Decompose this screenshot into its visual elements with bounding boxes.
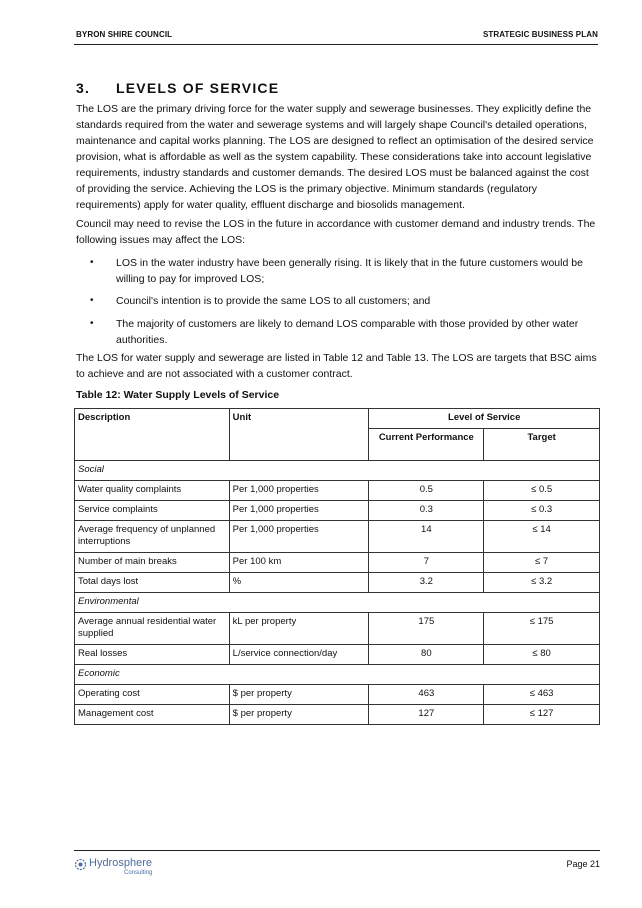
table-caption: Table 12: Water Supply Levels of Service [76, 389, 280, 401]
cell-target: ≤ 0.3 [484, 501, 600, 521]
cell-unit: Per 1,000 properties [229, 501, 369, 521]
section-row-social: Social [75, 461, 600, 481]
cell-target: ≤ 80 [484, 645, 600, 665]
paragraph-tables: The LOS for water supply and sewerage are listed in Table 12 and Table 13. The LOS are targets that BSC aims to achieve and are not associated with a customer contract. [76, 352, 597, 380]
cell-description: Average frequency of unplanned interruptions [75, 521, 230, 553]
bullet-text: The majority of customers are likely to demand LOS comparable with those provided by other water authorities. [116, 318, 579, 346]
table-row [75, 481, 600, 501]
section-row-economic: Economic [75, 665, 600, 685]
bullet-dot: • [90, 318, 94, 329]
water-supply-los-table [74, 408, 600, 725]
cell-target: ≤ 14 [484, 521, 600, 553]
cell-description: Total days lost [75, 573, 230, 593]
cell-unit: $ per property [229, 705, 369, 725]
cell-unit: L/service connection/day [229, 645, 369, 665]
cell-current: 175 [369, 613, 484, 645]
cell-current: 7 [369, 553, 484, 573]
table-row [75, 553, 600, 573]
header-description: Description [75, 409, 230, 461]
section-row-environmental: Environmental [75, 593, 600, 613]
page-footer [74, 850, 600, 876]
page-header [74, 30, 598, 45]
header-current-performance: Current Performance [369, 429, 484, 461]
cell-target: ≤ 127 [484, 705, 600, 725]
table-row [75, 705, 600, 725]
logo-sub: Consulting [124, 870, 153, 876]
header-level-of-service: Level of Service [369, 409, 600, 429]
table-row [75, 685, 600, 705]
bullet-dot: • [90, 295, 94, 306]
paragraph-intro: The LOS are the primary driving force for the water supply and sewerage businesses. They explicitly define the standards required from the water and sewerage systems and will largely shape Council's detailed operations, maintenance and capital works planning. The LOS are designed to reflect an optimisation of the desired service provision, what is affordable as well as the system capability. These considerations take into account legislative requirements, industry standards and customer demands. The desired LOS must be balanced against the cost of providing the service. Achieving the LOS is the primary objective. Minimum standards (regulatory requirements) apply for water quality, effluent discharge and biosolids management. [76, 103, 594, 211]
cell-unit: Per 1,000 properties [229, 521, 369, 553]
cell-unit: $ per property [229, 685, 369, 705]
cell-unit: % [229, 573, 369, 593]
cell-current: 463 [369, 685, 484, 705]
cell-target: ≤ 7 [484, 553, 600, 573]
paragraph-revise: Council may need to revise the LOS in the future in accordance with customer demand and industry trends. The following issues may affect the LOS: [76, 218, 596, 246]
page-number: Page 21 [566, 859, 600, 869]
bullet-text: LOS in the water industry have been generally rising. It is likely that in the future customers would be willing to pay for improved LOS; [116, 257, 583, 285]
cell-description: Water quality complaints [75, 481, 230, 501]
table-row [75, 521, 600, 553]
cell-unit: Per 100 km [229, 553, 369, 573]
cell-unit: Per 1,000 properties [229, 481, 369, 501]
cell-target: ≤ 3.2 [484, 573, 600, 593]
cell-description: Management cost [75, 705, 230, 725]
header-right: STRATEGIC BUSINESS PLAN [482, 30, 598, 39]
logo-mark-icon [74, 858, 87, 871]
section-title: LEVELS OF SERVICE [116, 80, 280, 96]
cell-target: ≤ 0.5 [484, 481, 600, 501]
cell-description: Number of main breaks [75, 553, 230, 573]
header-unit: Unit [229, 409, 369, 461]
cell-description: Real losses [75, 645, 230, 665]
cell-target: ≤ 463 [484, 685, 600, 705]
header-target: Target [484, 429, 600, 461]
cell-current: 127 [369, 705, 484, 725]
cell-unit: kL per property [229, 613, 369, 645]
cell-target: ≤ 175 [484, 613, 600, 645]
table-row [75, 613, 600, 645]
table-row [75, 501, 600, 521]
cell-current: 0.5 [369, 481, 484, 501]
cell-current: 3.2 [369, 573, 484, 593]
table-row [75, 645, 600, 665]
cell-current: 14 [369, 521, 484, 553]
cell-description: Service complaints [75, 501, 230, 521]
cell-description: Average annual residential water supplied [75, 613, 230, 645]
logo-name: Hydrosphere [89, 857, 152, 869]
section-number: 3. [76, 80, 91, 96]
cell-description: Operating cost [75, 685, 230, 705]
bullet-text: Council's intention is to provide the same LOS to all customers; and [116, 295, 431, 307]
header-left: BYRON SHIRE COUNCIL [76, 30, 173, 39]
hydrosphere-logo [74, 856, 184, 880]
cell-current: 80 [369, 645, 484, 665]
bullet-dot: • [90, 257, 94, 268]
section-heading [76, 80, 279, 96]
cell-current: 0.3 [369, 501, 484, 521]
table-row [75, 573, 600, 593]
